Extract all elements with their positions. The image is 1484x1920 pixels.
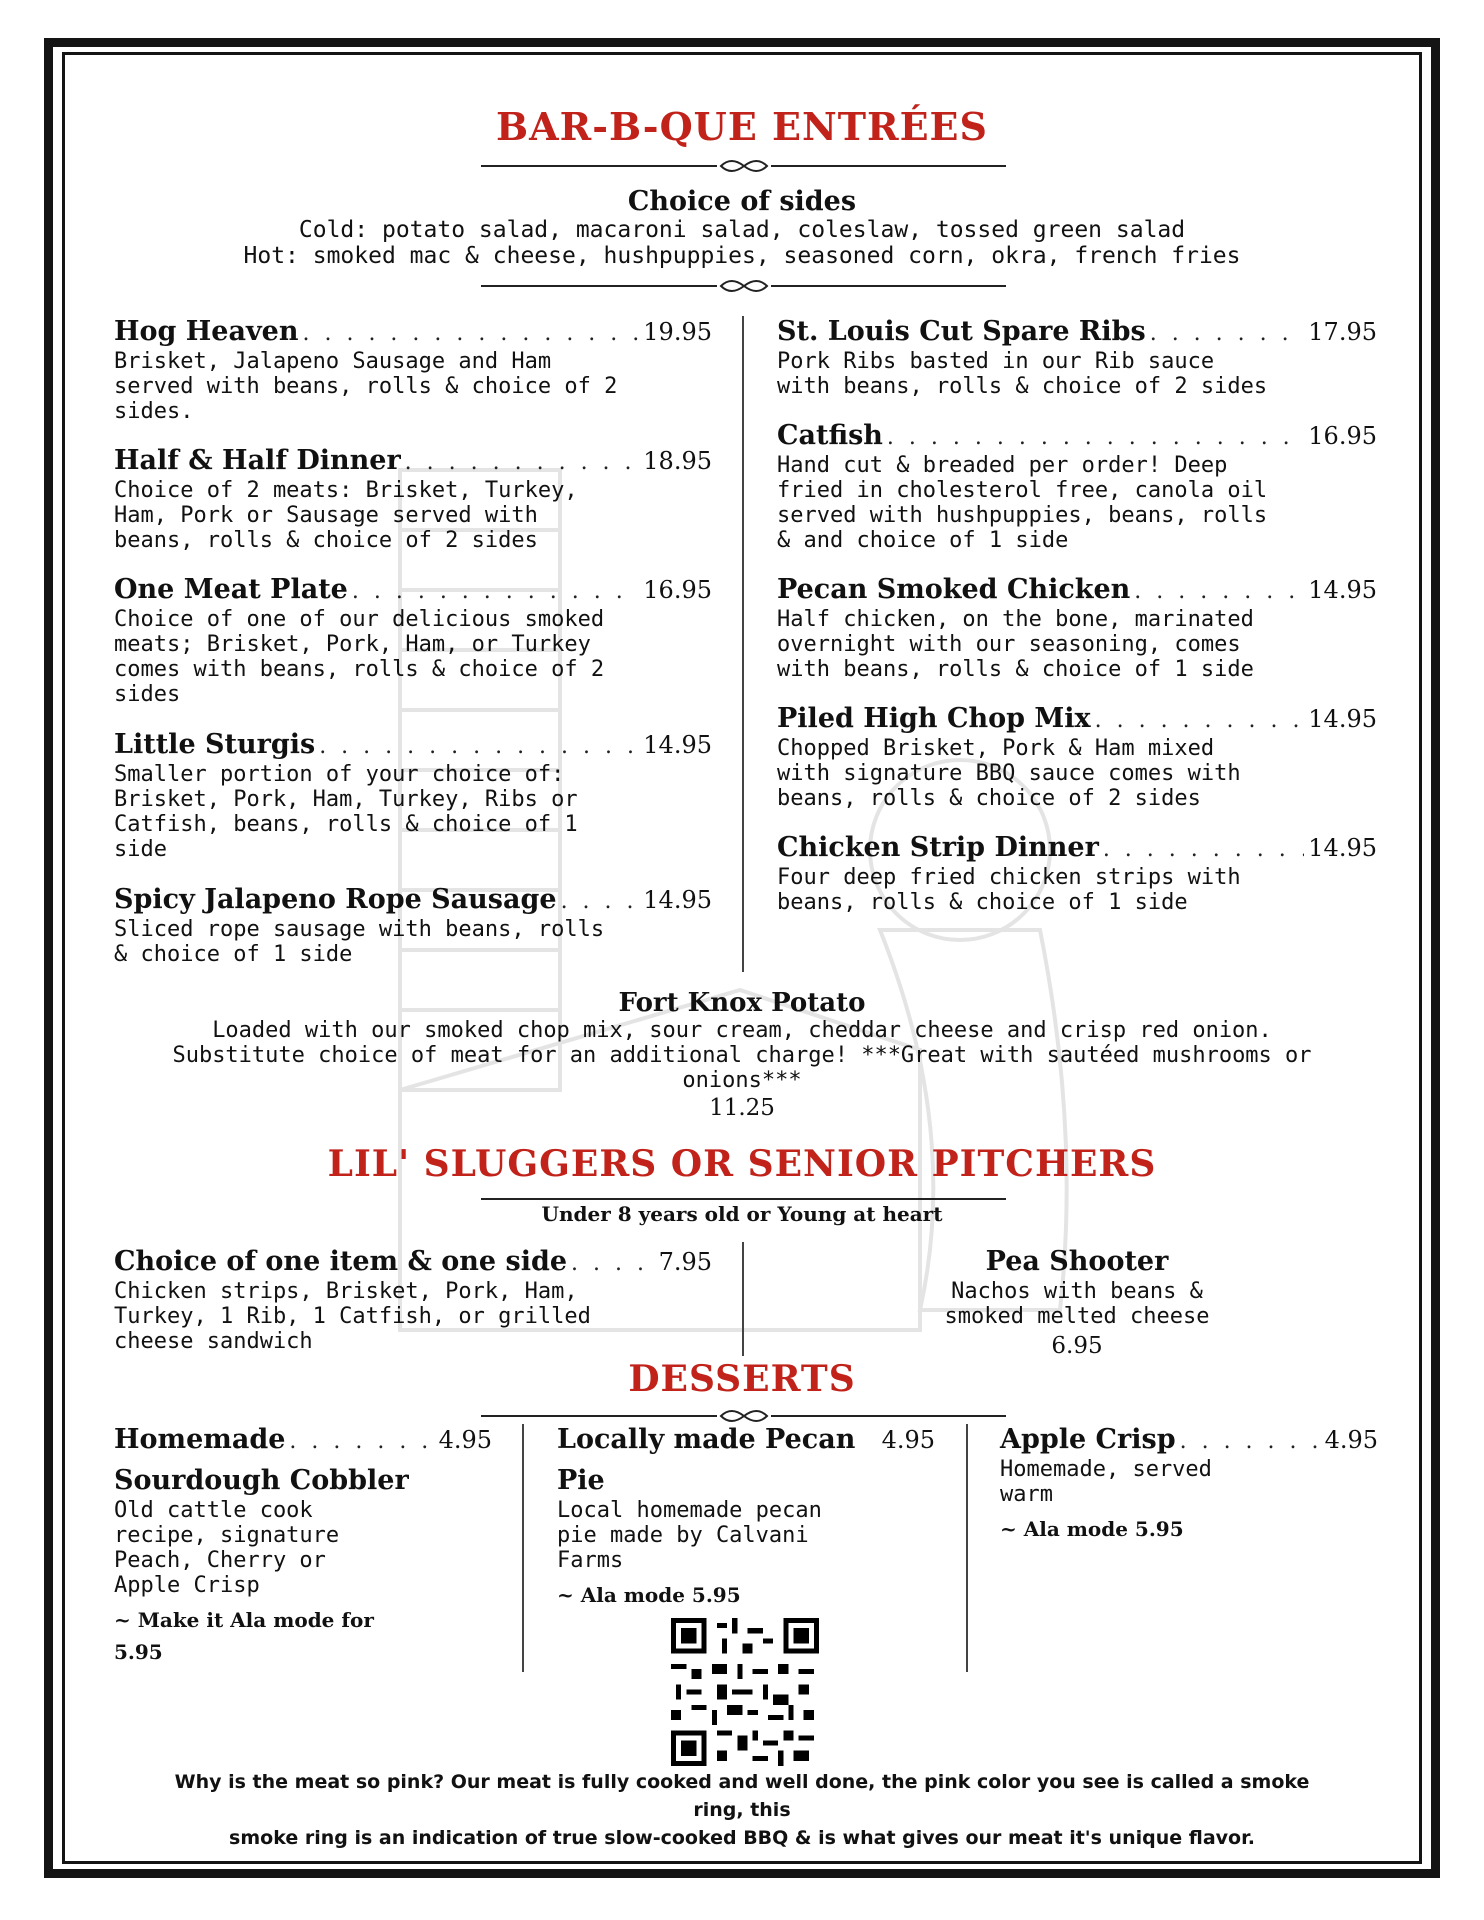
item-description: Homemade, served warm (1000, 1457, 1212, 1507)
item-name-line2: Sourdough Cobbler (114, 1465, 409, 1496)
menu-item (777, 703, 1377, 811)
menu-item (114, 574, 712, 707)
column-divider (742, 1242, 744, 1356)
menu-item (777, 574, 1377, 682)
item-description: Nachos with beans & smoked melted cheese (944, 1279, 1210, 1329)
item-price: 4.95 (1324, 1426, 1378, 1454)
scroll-ornament-icon (717, 276, 771, 296)
kids-subtitle: Under 8 years old or Young at heart (541, 1202, 943, 1226)
item-name: Spicy Jalapeno Rope Sausage (114, 884, 557, 915)
item-price: 4.95 (438, 1426, 492, 1454)
item-price: 16.95 (1308, 422, 1377, 450)
item-name: St. Louis Cut Spare Ribs (777, 316, 1146, 347)
ornament-divider (481, 156, 1006, 176)
item-description: Sliced rope sausage with beans, rolls & choice of 1 side (114, 917, 605, 967)
column-divider (522, 1424, 524, 1672)
item-name: Choice of one item & one side (114, 1246, 568, 1277)
item-description: Hand cut & breaded per order! Deep fried in cholesterol free, canola oil served with hushpuppies, beans, rolls & and choice of 1 side (777, 453, 1268, 553)
item-description: Pork Ribs basted in our Rib sauce with beans, rolls & choice of 2 sides (777, 349, 1268, 399)
menu-item (114, 884, 712, 967)
item-description: Old cattle cook recipe, signature Peach, Cherry or Apple Crisp (114, 1498, 340, 1598)
item-description: Chopped Brisket, Pork & Ham mixed with signature BBQ sauce comes with beans, rolls & choice of 2 sides (777, 736, 1241, 811)
item-name: Homemade (114, 1424, 286, 1455)
ornament-divider (481, 1406, 1006, 1426)
item-price: 6.95 (1051, 1333, 1103, 1359)
item-name: Half & Half Dinner (114, 445, 401, 476)
item-price: 14.95 (1308, 576, 1377, 604)
item-price: 19.95 (643, 318, 712, 346)
scroll-ornament-icon (717, 1406, 771, 1426)
menu-item (777, 316, 1377, 399)
item-name-line2: Pie (557, 1465, 605, 1496)
item-name: Apple Crisp (1000, 1424, 1176, 1455)
item-name: Locally made Pecan (557, 1424, 856, 1455)
column-divider (742, 316, 744, 972)
item-name: Pecan Smoked Chicken (777, 574, 1131, 605)
item-description: Brisket, Jalapeno Sausage and Ham served with beans, rolls & choice of 2 sides. (114, 349, 618, 424)
menu-item (777, 420, 1377, 553)
section-title-entrees: BAR-B-QUE ENTRÉES (496, 104, 988, 149)
sides-cold: Cold: potato salad, macaroni salad, coleslaw, tossed green salad (298, 217, 1186, 243)
item-price: 4.95 (881, 1426, 935, 1454)
item-description: Loaded with our smoked chop mix, sour cream, cheddar cheese and crisp red onion. Substitute choice of meat for an additional charge! ***Great with sautéed mushrooms or onions*** (172, 1018, 1312, 1093)
item-price: 17.95 (1308, 318, 1377, 346)
item-name: Pea Shooter (985, 1246, 1169, 1277)
item-name: Piled High Chop Mix (777, 703, 1091, 734)
section-title-desserts: DESSERTS (628, 1358, 856, 1400)
sides-heading: Choice of sides (627, 186, 857, 217)
ala-mode-note: ~ Ala mode 5.95 (557, 1583, 741, 1607)
column-divider (966, 1424, 968, 1672)
dessert-item (1000, 1424, 1378, 1545)
ala-mode-note: ~ Ala mode 5.95 (1000, 1517, 1184, 1541)
menu-item (114, 316, 712, 424)
item-price: 11.25 (709, 1095, 775, 1121)
item-description: Chicken strips, Brisket, Pork, Ham, Turkey, 1 Rib, 1 Catfish, or grilled cheese sandwich (114, 1279, 591, 1354)
item-description: Local homemade pecan pie made by Calvani Farms (557, 1498, 822, 1573)
smoke-ring-footnote: Why is the meat so pink? Our meat is fully cooked and well done, the pink color you see is called a smoke ring, this smoke ring is an indication of true slow-cooked BBQ & is what gives our meat it's unique flavor. (174, 1771, 1310, 1849)
item-description: Choice of 2 meats: Brisket, Turkey, Ham, Pork or Sausage served with beans, rolls & choice of 2 sides (114, 478, 578, 553)
dessert-item (114, 1424, 492, 1668)
menu-item (777, 832, 1377, 915)
item-price: 14.95 (1308, 705, 1377, 733)
item-name: Chicken Strip Dinner (777, 832, 1099, 863)
item-description: Four deep fried chicken strips with beans, rolls & choice of 1 side (777, 865, 1241, 915)
item-price: 18.95 (643, 447, 712, 475)
item-price: 14.95 (643, 731, 712, 759)
menu-item (114, 445, 712, 553)
item-price: 14.95 (643, 886, 712, 914)
item-description: Choice of one of our delicious smoked meats; Brisket, Pork, Ham, or Turkey comes with beans, rolls & choice of 2 sides (114, 607, 605, 707)
sides-hot: Hot: smoked mac & cheese, hushpuppies, seasoned corn, okra, french fries (243, 243, 1241, 269)
qr-code-icon[interactable] (671, 1618, 819, 1766)
dessert-item (557, 1424, 935, 1611)
item-name: Catfish (777, 420, 883, 451)
item-name: Little Sturgis (114, 729, 316, 760)
item-name: Fort Knox Potato (618, 988, 866, 1018)
item-description: Smaller portion of your choice of: Brisket, Pork, Ham, Turkey, Ribs or Catfish, beans, rolls & choice of 1 side (114, 762, 578, 862)
scroll-ornament-icon (717, 156, 771, 176)
fort-knox-item (100, 988, 1384, 1121)
item-price: 16.95 (643, 576, 712, 604)
menu-item (114, 729, 712, 862)
section-title-kids: LIL' SLUGGERS OR SENIOR PITCHERS (327, 1143, 1157, 1185)
menu-item (114, 1246, 712, 1354)
menu-item (877, 1246, 1277, 1359)
item-price: 14.95 (1308, 834, 1377, 862)
item-name: Hog Heaven (114, 316, 299, 347)
ala-mode-note: ~ Make it Ala mode for 5.95 (114, 1608, 374, 1664)
ornament-divider (481, 276, 1006, 296)
item-name: One Meat Plate (114, 574, 348, 605)
item-description: Half chicken, on the bone, marinated overnight with our seasoning, comes with beans, rolls & choice of 1 side (777, 607, 1254, 682)
item-price: 7.95 (658, 1248, 712, 1276)
